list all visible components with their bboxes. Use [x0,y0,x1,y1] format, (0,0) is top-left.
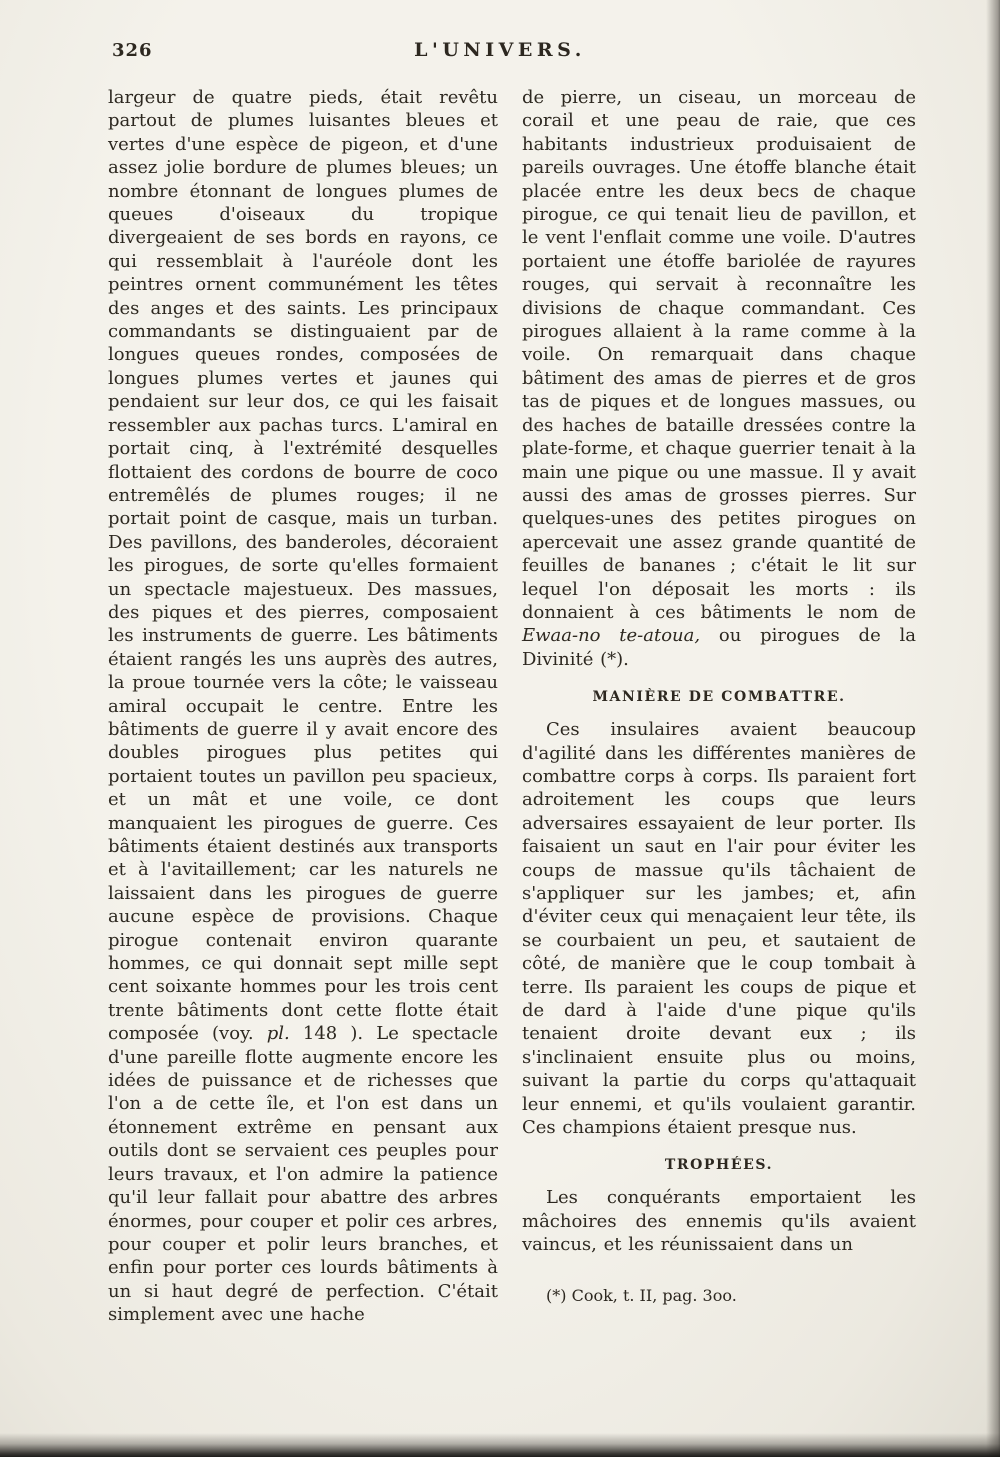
footnote: (*) Cook, t. II, pag. 3oo. [546,1285,737,1305]
right-column-paragraph-2: Ces insulaires avaient beaucoup d'agilité dans les différentes manières de combattre corps à corps. Ils paraient fort adroitement les coups que leurs adversaires essayaient de leur porter. Ils faisaient un saut en l'air pour éviter les coups de massue qu'ils tâchaient de s'appliquer sur les jambes; et, afin d'éviter ceux qui menaçaient leur tête, ils se courbaient un peu, et sautaient de côté, de manière que le coup tombait à terre. Ils paraient les coups de pique et de dard à l'aide d'une pique qu'ils tenaient droite devant eux ; ils s'inclinaient ensuite plus ou moins, suivant la partie du corps qu'attaquait leur ennemi, et qu'ils voulaient garantir. Ces champions étaient presque nus. [522,719,916,1139]
right-paragraph-1-text: de pierre, un ciseau, un morceau de corail et une peau de raie, que ces habitants industrieux produisaient de pareils ouvrages. Une étoffe blanche était placée entre les deux becs de chaque pirogue, ce qui tenait lieu de pavillon, et le vent l'enflait comme une voile. D'autres portaient une étoffe bariolée de rayures rouges, qui servait à reconnaître les divisions de chaque commandant. Ces pirogues allaient à la rame comme à la voile. On remarquait dans chaque bâtiment des amas de pierres et de gros tas de piques et de longues massues, ou des haches de bataille dressées contre la plate-forme, et chaque guerrier tenait à la main une pique ou une massue. Il y avait aussi des amas de grosses pierres. Sur quelques-unes des petites pirogues on apercevait une assez grande quantité de feuilles de bananes ; c'était le lit sur lequel l'on déposait les morts : ils donnaient à ces bâtiments le nom de [522,87,916,623]
page-number: 326 [112,40,153,61]
right-column-paragraph-1 [522,86,916,671]
right-column-paragraph-3: Les conquérants emportaient les mâchoires des ennemis qu'ils avaient vaincus, et les réunissaient dans un [522,1187,916,1256]
italic-plate-abbreviation: pl. [266,1023,290,1045]
page-header [0,0,1000,66]
right-column [522,86,916,1327]
section-heading-maniere-de-combattre: MANIÈRE DE COMBATTRE. [592,689,846,706]
page-title: L'UNIVERS. [414,39,586,61]
section-heading-trophees: TROPHÉES. [664,1157,774,1174]
left-paragraph-text-continued: 148 ). Le spectacle d'une pareille flotte augmente encore les idées de puissance et de richesses que l'on a de cette île, et l'on est dans un étonnement extrême en pensant aux outils dont se servaient ces peuples pour leurs travaux, et l'on admire la patience qu'il leur fallait pour abattre des arbres énormes, pour couper et polir ces arbres, pour couper et polir leurs branches, et enfin pour porter ces lourds bâtiments à un si haut degré de perfection. C'était simplement avec une hache [108,1023,498,1326]
right-paragraph-1-text-continued: ou pirogues de la Divinité (*). [522,625,916,670]
italic-native-name: Ewaa-no te-atoua, [522,625,701,647]
left-column-paragraph [108,86,498,1327]
left-column [108,86,498,1327]
text-columns [108,86,916,1327]
left-paragraph-text: largeur de quatre pieds, était revêtu partout de plumes luisantes bleues et vertes d'une espèce de pigeon, et d'une assez jolie bordure de plumes bleues; un nombre étonnant de longues plumes de queues d'oiseaux du tropique divergeaient de ses bords en rayons, ce qui ressemblait à l'auréole dont les peintres ornent communément les têtes des anges et des saints. Les principaux commandants se distinguaient par de longues queues rondes, composées de longues plumes vertes et jaunes qui pendaient sur leur dos, ce qui les faisait ressembler aux pachas turcs. L'amiral en portait cinq, à l'extrémité desquelles flottaient des cordons de bourre de coco entremêlés de plumes rouges; il ne portait point de casque, mais un turban. Des pavillons, des banderoles, décoraient les pirogues, de sorte qu'elles formaient un spectacle majestueux. Des massues, des piques et des pierres, composaient les instruments de guerre. Les bâtiments étaient rangés les uns auprès des autres, la proue tournée vers la côte; le vaisseau amiral occupait le centre. Entre les bâtiments de guerre il y avait encore des doubles pirogues plus petites qui portaient toutes un pavillon peu spacieux, et un mât et une voile, ce dont manquaient les pirogues de guerre. Ces bâtiments étaient destinés aux transports et à l'avitaillement; car les naturels ne laissaient dans les pirogues de guerre aucune espèce de provisions. Chaque pirogue contenait environ quarante hommes, ce qui donnait sept mille sept cent soixante hommes pour les trois cent trente bâtiments dont cette flotte était composée (voy. [108,87,498,1045]
